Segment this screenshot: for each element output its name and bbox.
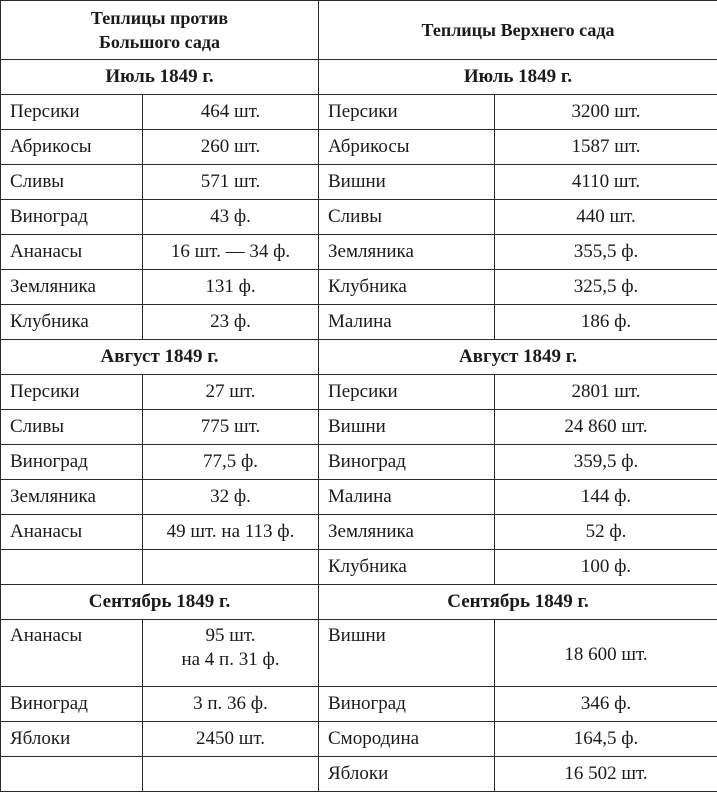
right-item-quantity: 164,5 ф. [495, 722, 717, 757]
right-item-quantity: 52 ф. [495, 515, 717, 550]
left-item-name: Виноград [1, 687, 143, 722]
right-item-name: Смородина [319, 722, 495, 757]
table-row [1, 550, 717, 585]
left-item-quantity: 27 шт. [143, 375, 319, 410]
table-row [1, 515, 717, 550]
header-row [1, 1, 717, 60]
right-section-title: Август 1849 г. [319, 340, 717, 375]
left-item-quantity: 131 ф. [143, 270, 319, 305]
left-item-name: Ананасы [1, 235, 143, 270]
right-item-name: Сливы [319, 200, 495, 235]
left-item-quantity: 260 шт. [143, 130, 319, 165]
right-item-quantity: 18 600 шт. [495, 620, 717, 687]
right-item-name: Вишни [319, 165, 495, 200]
left-section-title: Июль 1849 г. [1, 60, 319, 95]
left-item-quantity [143, 757, 319, 792]
left-item-name [1, 757, 143, 792]
left-item-name: Земляника [1, 480, 143, 515]
right-item-quantity: 16 502 шт. [495, 757, 717, 792]
table-row [1, 757, 717, 792]
right-item-quantity: 186 ф. [495, 305, 717, 340]
right-column-header: Теплицы Верхнего сада [319, 1, 717, 60]
right-item-name: Яблоки [319, 757, 495, 792]
left-column-header: Теплицы против Большого сада [1, 1, 319, 60]
left-item-quantity: 464 шт. [143, 95, 319, 130]
table-row [1, 95, 717, 130]
left-item-name [1, 550, 143, 585]
table-row [1, 480, 717, 515]
right-item-quantity: 100 ф. [495, 550, 717, 585]
left-item-name: Сливы [1, 165, 143, 200]
right-item-quantity: 359,5 ф. [495, 445, 717, 480]
table-row [1, 375, 717, 410]
table-row [1, 235, 717, 270]
left-item-quantity: 43 ф. [143, 200, 319, 235]
left-item-quantity: 16 шт. — 34 ф. [143, 235, 319, 270]
table-row [1, 410, 717, 445]
left-section-title: Сентябрь 1849 г. [1, 585, 319, 620]
left-item-quantity: 32 ф. [143, 480, 319, 515]
right-item-name: Малина [319, 305, 495, 340]
right-item-quantity: 144 ф. [495, 480, 717, 515]
right-item-quantity: 2801 шт. [495, 375, 717, 410]
left-item-quantity: 3 п. 36 ф. [143, 687, 319, 722]
right-item-name: Вишни [319, 410, 495, 445]
right-item-name: Виноград [319, 445, 495, 480]
right-item-quantity: 3200 шт. [495, 95, 717, 130]
left-item-name: Персики [1, 95, 143, 130]
left-item-name: Виноград [1, 200, 143, 235]
right-item-name: Виноград [319, 687, 495, 722]
table-row [1, 687, 717, 722]
right-item-quantity: 325,5 ф. [495, 270, 717, 305]
left-item-quantity: 77,5 ф. [143, 445, 319, 480]
left-item-quantity: 2450 шт. [143, 722, 319, 757]
right-item-quantity: 4110 шт. [495, 165, 717, 200]
left-item-name: Сливы [1, 410, 143, 445]
right-item-name: Персики [319, 95, 495, 130]
left-item-quantity [143, 550, 319, 585]
left-item-name: Ананасы [1, 620, 143, 687]
section-header-row [1, 340, 717, 375]
left-item-name: Виноград [1, 445, 143, 480]
left-item-name: Клубника [1, 305, 143, 340]
right-item-quantity: 440 шт. [495, 200, 717, 235]
section-header-row [1, 585, 717, 620]
left-item-name: Земляника [1, 270, 143, 305]
right-item-name: Клубника [319, 270, 495, 305]
table-row [1, 620, 717, 687]
section-header-row [1, 60, 717, 95]
right-item-name: Абрикосы [319, 130, 495, 165]
table-row [1, 165, 717, 200]
left-item-name: Яблоки [1, 722, 143, 757]
right-item-quantity: 346 ф. [495, 687, 717, 722]
table-row [1, 270, 717, 305]
table-row [1, 305, 717, 340]
right-item-name: Земляника [319, 515, 495, 550]
table-row [1, 445, 717, 480]
left-section-title: Август 1849 г. [1, 340, 319, 375]
table-row [1, 130, 717, 165]
right-item-quantity: 1587 шт. [495, 130, 717, 165]
right-item-name: Персики [319, 375, 495, 410]
right-item-name: Вишни [319, 620, 495, 687]
left-item-quantity: 23 ф. [143, 305, 319, 340]
right-item-name: Земляника [319, 235, 495, 270]
table-row [1, 722, 717, 757]
left-item-name: Персики [1, 375, 143, 410]
right-item-quantity: 24 860 шт. [495, 410, 717, 445]
left-item-name: Абрикосы [1, 130, 143, 165]
right-section-title: Сентябрь 1849 г. [319, 585, 717, 620]
right-item-quantity: 355,5 ф. [495, 235, 717, 270]
left-item-quantity: 775 шт. [143, 410, 319, 445]
right-section-title: Июль 1849 г. [319, 60, 717, 95]
table-row [1, 200, 717, 235]
right-item-name: Малина [319, 480, 495, 515]
left-item-quantity: 49 шт. на 113 ф. [143, 515, 319, 550]
left-item-name: Ананасы [1, 515, 143, 550]
right-item-name: Клубника [319, 550, 495, 585]
left-item-quantity: 95 шт. на 4 п. 31 ф. [143, 620, 319, 687]
left-item-quantity: 571 шт. [143, 165, 319, 200]
